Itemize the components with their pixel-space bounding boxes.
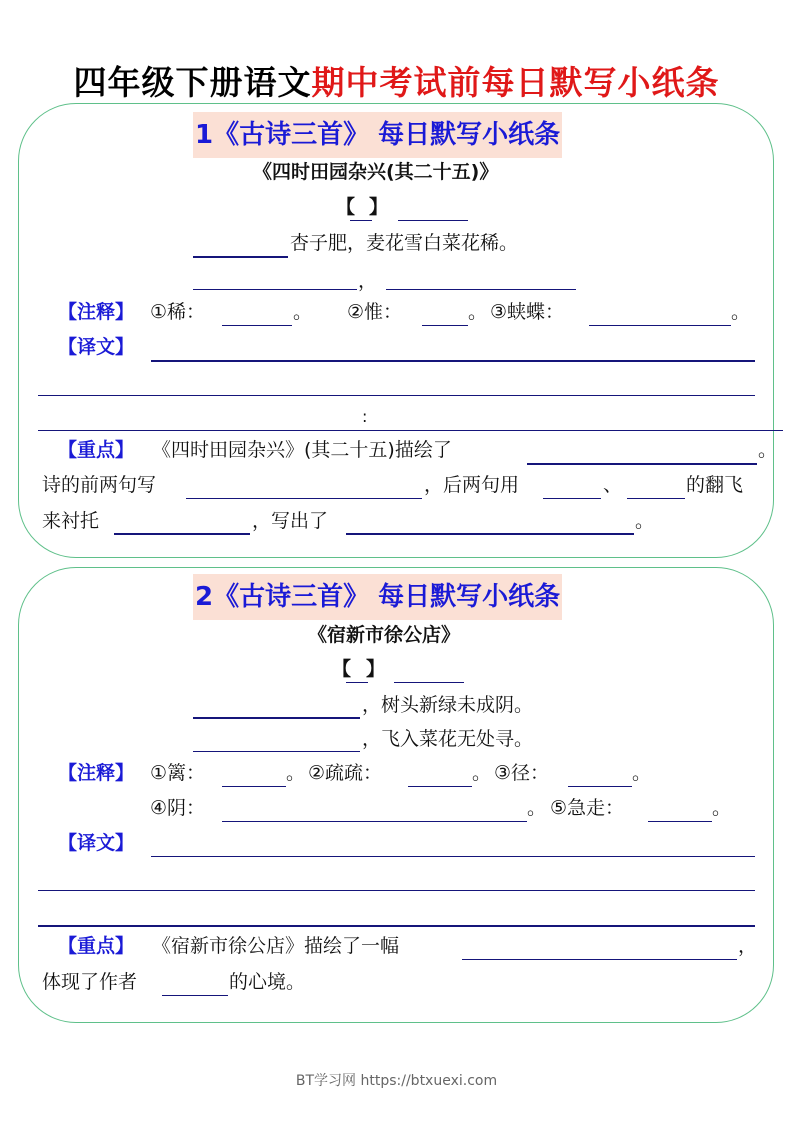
card-1-key-blank-1[interactable] xyxy=(527,463,757,465)
card-2-translation-line-1[interactable] xyxy=(151,856,755,857)
card-1-notes-label: 【注释】 xyxy=(58,301,135,323)
card-2-note-4-end: 。 xyxy=(527,797,547,819)
card-1-dynasty-blank[interactable] xyxy=(350,220,372,221)
card-1-key-line3-end: 。 xyxy=(635,510,655,532)
card-2-note-2-blank[interactable] xyxy=(408,786,472,787)
card-1-dynasty-bracket-close: 】 xyxy=(369,196,389,218)
card-1-colon-mark: : xyxy=(362,407,368,426)
card-2-note-3: ③径： xyxy=(494,762,550,784)
page-title-black: 四年级下册语文 xyxy=(73,63,312,102)
card-2-translation-line-2[interactable] xyxy=(38,890,755,891)
card-2-note-3-end: 。 xyxy=(632,762,652,784)
footer-watermark: BT学习网 https://btxuexi.com xyxy=(295,1073,498,1089)
card-2-banner: 2《古诗三首》 每日默写小纸条 xyxy=(193,574,562,620)
page-title-red: 期中考试前每日默写小纸条 xyxy=(311,63,720,102)
card-1-verse1-text: 杏子肥，麦花雪白菜花稀。 xyxy=(290,232,519,254)
card-2-dynasty-bracket-open: 【 xyxy=(332,658,352,680)
card-1-key-blank-2[interactable] xyxy=(186,498,422,499)
card-2-note-4-blank[interactable] xyxy=(222,821,527,822)
card-2-note-3-blank[interactable] xyxy=(568,786,632,787)
card-1-author-blank[interactable] xyxy=(398,220,468,221)
card-2-key-label: 【重点】 xyxy=(58,935,135,957)
card-2-poem-title: 《宿新市徐公店》 xyxy=(308,624,461,646)
card-1-note-1-end: 。 xyxy=(293,301,313,323)
card-2-note-1-blank[interactable] xyxy=(222,786,286,787)
card-2-note-5-end: 。 xyxy=(712,797,732,819)
card-2-key-line1: 《宿新市徐公店》描绘了一幅 xyxy=(152,935,400,957)
card-1-verse2-comma: ， xyxy=(358,270,378,292)
card-2-verse1-blank[interactable] xyxy=(193,717,360,719)
card-1-note-1: ①稀： xyxy=(150,301,206,323)
card-1-note-1-blank[interactable] xyxy=(222,325,292,326)
card-2-note-2: ②疏疏： xyxy=(308,762,383,784)
card-2-note-4: ④阴： xyxy=(150,797,206,819)
card-2-notes-label: 【注释】 xyxy=(58,762,135,784)
card-1-translation-label: 【译文】 xyxy=(58,336,135,358)
card-2-note-5-blank[interactable] xyxy=(648,821,712,822)
card-1-dynasty-bracket-open: 【 xyxy=(336,196,356,218)
card-2-verse2-text: ，飞入菜花无处寻。 xyxy=(362,728,534,750)
card-1-verse2b-blank[interactable] xyxy=(386,289,576,290)
card-1-key-blank-4[interactable] xyxy=(627,498,685,499)
card-1-key-line2-c: 、 xyxy=(603,474,623,496)
card-2-note-1: ①篱： xyxy=(150,762,206,784)
card-1-banner: 1《古诗三首》 每日默写小纸条 xyxy=(193,112,562,158)
card-1-note-3-blank[interactable] xyxy=(589,325,731,326)
card-1-note-3: ③蛱蝶： xyxy=(490,301,565,323)
card-2-translation-line-3[interactable] xyxy=(38,925,755,927)
card-1-key-blank-6[interactable] xyxy=(346,533,634,535)
card-1-note-2: ②惟： xyxy=(347,301,403,323)
card-1-key-blank-5[interactable] xyxy=(114,533,250,535)
card-1-note-2-end: 。 xyxy=(468,301,488,323)
card-1-key-label: 【重点】 xyxy=(58,439,135,461)
card-1-key-line2-b: ，后两句用 xyxy=(424,474,520,496)
page-title xyxy=(0,58,793,108)
card-2-note-5: ⑤急走： xyxy=(550,797,625,819)
card-1-key-line1: 《四时田园杂兴》(其二十五)描绘了 xyxy=(152,439,452,461)
card-2-key-line2-b: 的心境。 xyxy=(229,971,306,993)
card-2-dynasty-bracket-close: 】 xyxy=(366,658,386,680)
card-1-translation-line-2[interactable] xyxy=(38,395,755,396)
card-2-key-blank-1[interactable] xyxy=(462,959,737,960)
card-2-note-1-end: 。 xyxy=(286,762,306,784)
card-1-note-2-blank[interactable] xyxy=(422,325,468,326)
card-1-translation-line-3[interactable] xyxy=(38,430,783,431)
card-2-key-line1-end: ， xyxy=(738,935,758,957)
card-1-key-line1-end: 。 xyxy=(758,439,778,461)
card-1-verse2a-blank[interactable] xyxy=(193,289,357,290)
card-1-verse1-blank[interactable] xyxy=(193,256,288,258)
card-1-key-line3-a: 来衬托 xyxy=(42,510,100,532)
card-2-dynasty-blank[interactable] xyxy=(346,682,368,683)
card-1-key-line2-d: 的翻飞 xyxy=(686,474,744,496)
card-1-key-line3-b: ，写出了 xyxy=(252,510,329,532)
card-2-translation-label: 【译文】 xyxy=(58,832,135,854)
card-2-author-blank[interactable] xyxy=(394,682,464,683)
card-2-verse1-text: ，树头新绿未成阴。 xyxy=(362,694,534,716)
card-2-verse2-blank[interactable] xyxy=(193,751,360,752)
card-2-key-blank-2[interactable] xyxy=(162,995,228,996)
card-1-translation-line-1[interactable] xyxy=(151,360,755,362)
card-2-note-2-end: 。 xyxy=(472,762,492,784)
card-1-note-3-end: 。 xyxy=(731,301,751,323)
card-1-poem-title: 《四时田园杂兴(其二十五)》 xyxy=(253,161,499,183)
card-2-key-line2-a: 体现了作者 xyxy=(42,971,138,993)
card-1-key-line2-a: 诗的前两句写 xyxy=(42,474,157,496)
card-1-key-blank-3[interactable] xyxy=(543,498,601,499)
